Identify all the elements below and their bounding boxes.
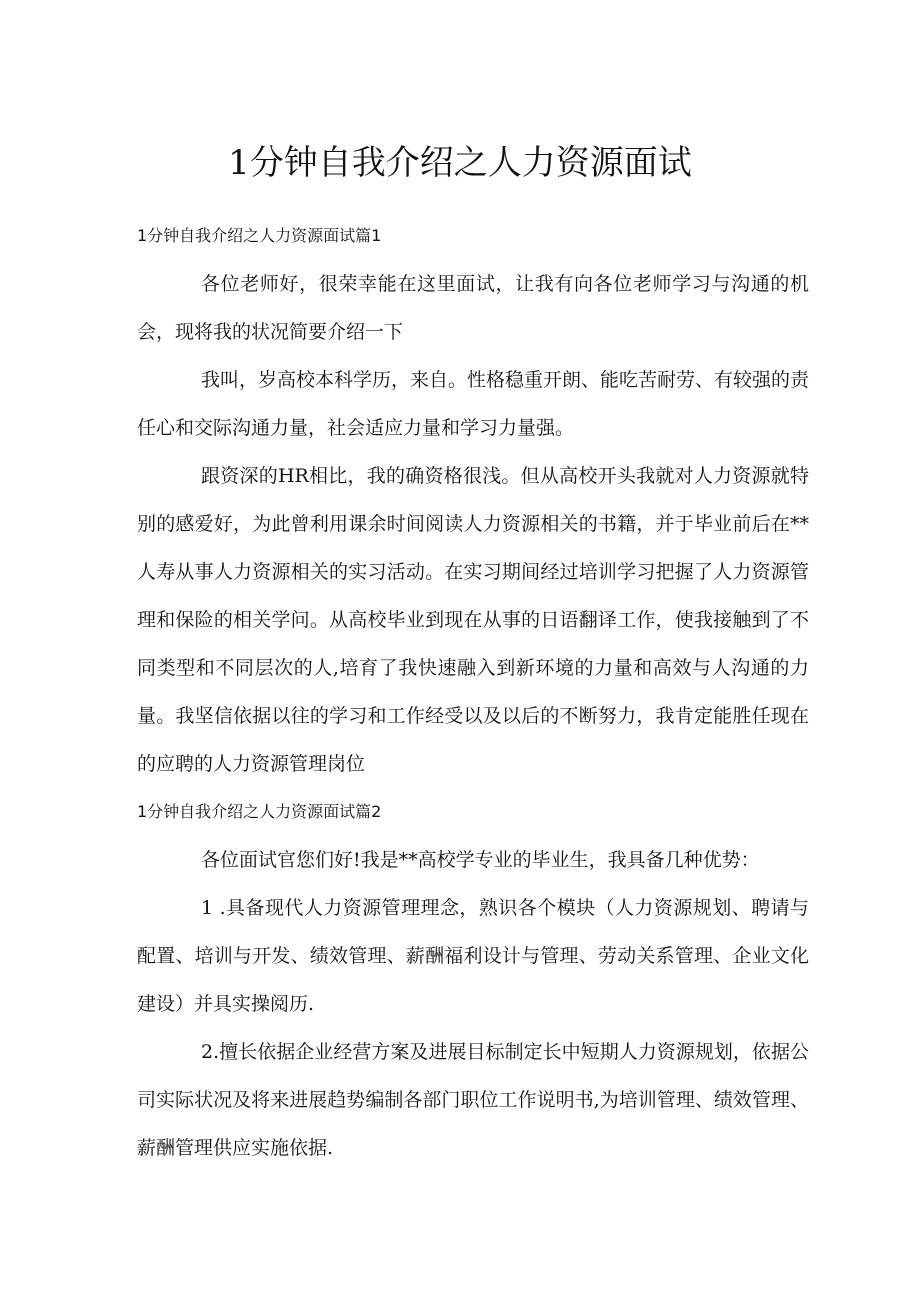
- list-item: 1 .具备现代人力资源管理理念，熟识各个模块（人力资源规划、聘请与配置、培训与开发、绩效管理、薪酬福利设计与管理、劳动关系管理、企业文化建设）并具实操阅历.: [137, 897, 809, 1015]
- section-1: [137, 212, 809, 788]
- section-heading: 1分钟自我介绍之人力资源面试篇1: [137, 226, 382, 245]
- document-title: 1分钟自我介绍之人力资源面试: [228, 143, 692, 183]
- section-heading: 1分钟自我介绍之人力资源面试篇2: [137, 802, 382, 821]
- section-2: [137, 788, 809, 1172]
- list-item: 2.擅长依据企业经营方案及进展目标制定长中短期人力资源规划，依据公司实际状况及将来进展趋势编制各部门职位工作说明书,为培训管理、绩效管理、薪酬管理供应实施依据.: [137, 1041, 809, 1159]
- paragraph: 跟资深的HR相比，我的确资格很浅。但从高校开头我就对人力资源就特别的感爱好，为此曾利用课余时间阅读人力资源相关的书籍，并于毕业前后在**人寿从事人力资源相关的实习活动。在实习期间经过培训学习把握了人力资源管理和保险的相关学问。从高校毕业到现在从事的日语翻译工作，使我接触到了不同类型和不同层次的人,培育了我快速融入到新环境的力量和高效与人沟通的力量。我坚信依据以往的学习和工作经受以及以后的不断努力，我肯定能胜任现在的应聘的人力资源管理岗位: [137, 465, 809, 775]
- document-body: [137, 212, 809, 1172]
- paragraph: 各位面试官您们好!我是**高校学专业的毕业生，我具备几种优势：: [201, 849, 760, 871]
- paragraph: 我叫，岁高校本科学历，来自。性格稳重开朗、能吃苦耐劳、有较强的责任心和交际沟通力量，社会适应力量和学习力量强。: [137, 369, 810, 439]
- paragraph: 各位老师好，很荣幸能在这里面试，让我有向各位老师学习与沟通的机会，现将我的状况简要介绍一下: [137, 273, 809, 343]
